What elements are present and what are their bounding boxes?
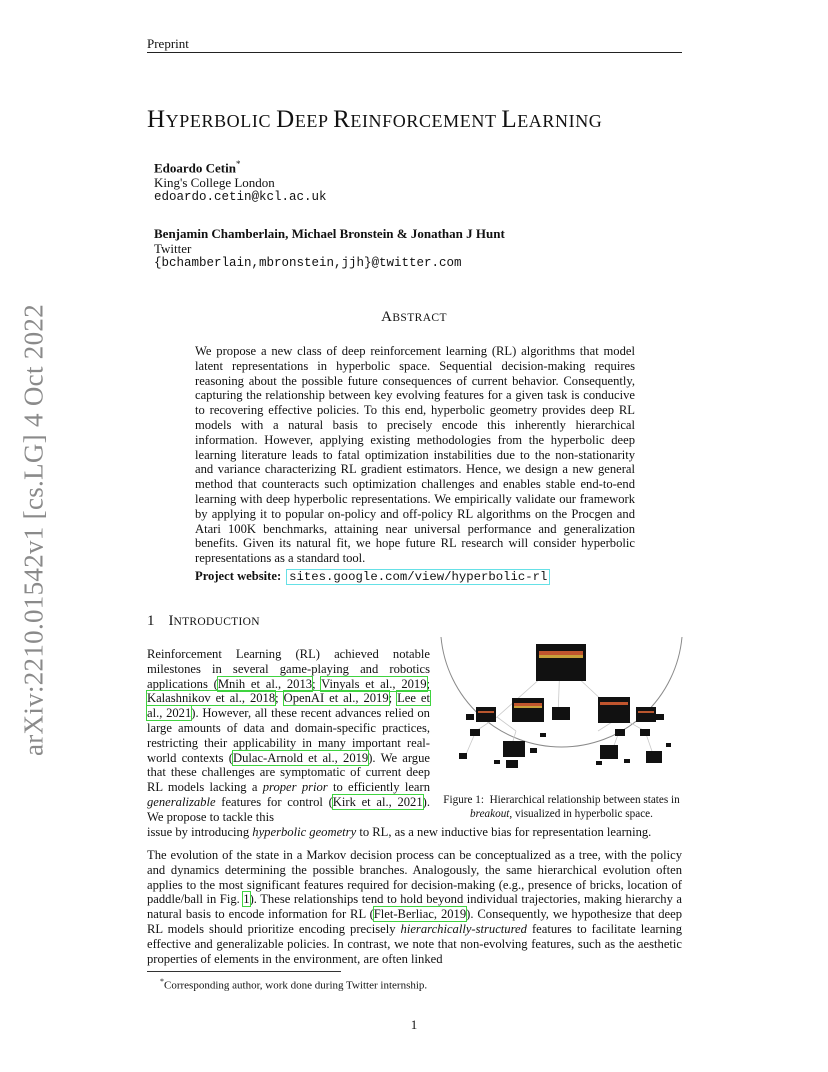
section-heading-introduction: 1 INTRODUCTION <box>147 613 260 629</box>
abstract-text: We propose a new class of deep reinforcement learning (RL) algorithms that model latent representations in hyperbolic space. Sequential decision-making requires reasoning about the possible future consequences of current behavior. Consequently, capturing the relationship between key evolving features for a given task is conducive to recovering effective policies. To this end, hyperbolic geometry provides deep RL models with a natural basis to precisely encode this inherently hierarchical information. However, applying existing methodologies from the hyperbolic deep learning literature leads to fatal optimization instabilities due to the non-stationarity and variance characterizing RL gradient estimators. Hence, we design a new general method that counteracts such optimization challenges and enables stable end-to-end learning with deep hyperbolic representations. We empirically validate our framework by applying it to popular on-policy and off-policy RL algorithms on the Procgen and Atari 100K benchmarks, attaining near universal performance and generalization benefits. Given its natural fit, we hope future RL research will consider hyperbolic representations as a standard tool. <box>195 344 635 566</box>
running-header: Preprint <box>147 36 189 51</box>
citation-link[interactable]: Kirk et al., 2021 <box>332 794 423 809</box>
hyperbolic-disk-illustration <box>440 631 683 787</box>
author-name: Edoardo Cetin <box>154 160 236 176</box>
project-website-link[interactable]: sites.google.com/view/hyperbolic-rl <box>289 570 548 584</box>
citation-link[interactable]: OpenAI et al., 2019 <box>283 691 389 706</box>
page-number: 1 <box>410 1017 418 1032</box>
abstract-heading: ABSTRACT <box>381 309 447 325</box>
citation-link[interactable]: Kalashnikov et al., 2018 <box>147 691 276 706</box>
project-website-label: Project website: <box>195 569 282 583</box>
game-frame-icon <box>459 644 671 768</box>
author-block-1: Edoardo Cetin* King's College London edoardo.cetin@kcl.ac.uk <box>154 159 327 205</box>
author-email: edoardo.cetin@kcl.ac.uk <box>154 190 327 205</box>
author-names: Benjamin Chamberlain, Michael Bronstein & Jonathan J Hunt <box>154 226 505 241</box>
author-affiliation: Twitter <box>154 241 192 256</box>
figure-1-caption: Figure 1: Hierarchical relationship between states in breakout, visualized in hyperbolic space. <box>443 794 680 820</box>
citation-link[interactable]: Vinyals et al., 2019 <box>321 676 427 691</box>
figure-reference-link[interactable]: 1 <box>243 892 250 907</box>
author-affiliation: King's College London <box>154 175 275 191</box>
arxiv-identifier: arXiv:2210.01542v1 [cs.LG] 4 Oct 2022 <box>18 303 49 757</box>
header-rule <box>147 52 682 53</box>
paper-title: HYPERBOLIC DEEP REINFORCEMENT LEARNING <box>147 106 603 133</box>
project-website <box>195 569 549 584</box>
intro-paragraph-1-continued: issue by introducing hyperbolic geometry to RL, as a new inductive bias for representation learning. <box>147 825 652 839</box>
author-block-2 <box>154 226 505 271</box>
citation-link[interactable]: Flet-Berliac, 2019 <box>373 907 467 922</box>
footnote-rule <box>147 971 341 972</box>
figure-1-hyperbolic-tree <box>440 631 683 787</box>
intro-paragraph-1: Reinforcement Learning (RL) achieved notable milestones in several game-playing and robotics applications (Mnih et al., 2013; Vinyals et al., 2019; Kalashnikov et al., 2018; OpenAI et al., 2019; Lee et al., 2021). However, all these recent advances relied on large amounts of data and domain-specific practices, restricting their applicability in many important real-world contexts (Dulac-Arnold et al., 2019). We argue that these challenges are symptomatic of current deep RL models lacking a proper prior to efficiently learn generalizable features for control (Kirk et al., 2021). We propose to tackle this <box>147 647 431 824</box>
citation-link[interactable]: Dulac-Arnold et al., 2019 <box>232 750 369 765</box>
citation-link[interactable]: Lee et al., 2021 <box>147 691 431 721</box>
footnote: *Corresponding author, work done during Twitter internship. <box>160 977 428 992</box>
author-email: {bchamberlain,mbronstein,jjh}@twitter.com <box>154 256 462 270</box>
citation-link[interactable]: Mnih et al., 2013 <box>217 676 313 691</box>
intro-paragraph-2: The evolution of the state in a Markov decision process can be conceptualized as a tree, with the policy and dynamics determining the possible branches. Analogously, the same hierarchical evolution often applies to the most significant features required for decision-making (e.g., presence of bricks, location of paddle/ball in Fig. 1). These relationships tend to hold beyond individual trajectories, making hierarchy a natural basis to encode information for RL (Flet-Berliac, 2019). Consequently, we hypothesize that deep RL models should prioritize encoding precisely hierarchically-structured features to facilitate learning effective and generalizable policies. In contrast, we note that non-evolving features, such as the aesthetic properties of elements in the environment, are often linked <box>147 848 682 966</box>
arxiv-side-stamp <box>4 300 64 760</box>
